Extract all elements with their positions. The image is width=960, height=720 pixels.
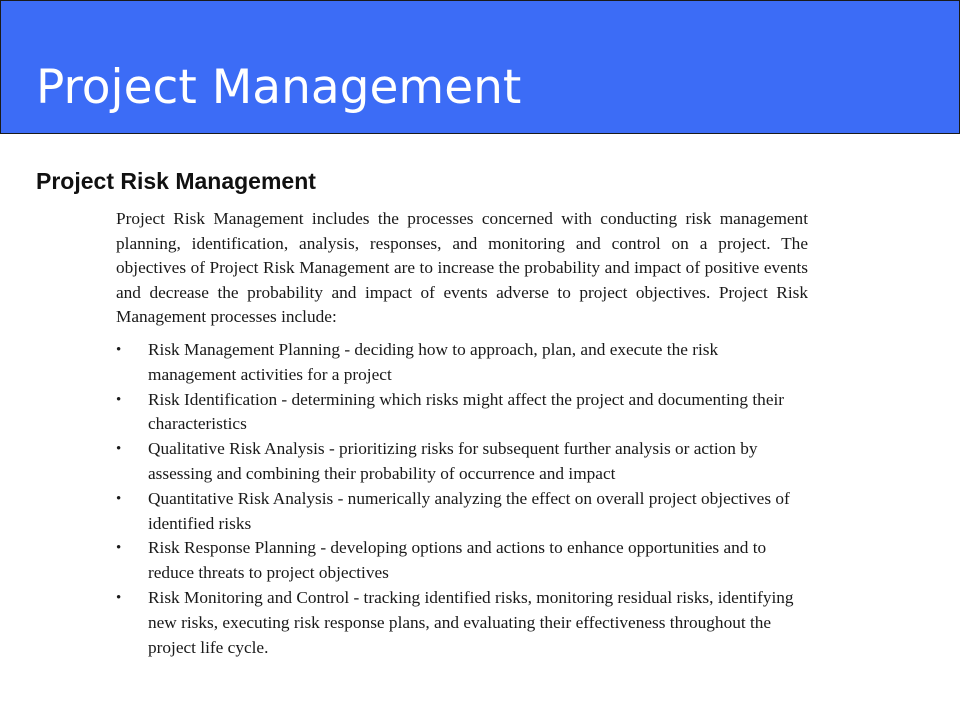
list-item-text: Risk Monitoring and Control - tracking identified risks, monitoring residual risks, identifying new risks, executing risk response plans, and evaluating their effectiveness throughout the project life cycle. bbox=[148, 587, 794, 657]
bullet-icon: • bbox=[116, 589, 122, 606]
bullet-icon: • bbox=[116, 391, 122, 408]
bullet-icon: • bbox=[116, 490, 122, 507]
list-item bbox=[116, 586, 796, 660]
intro-paragraph: Project Risk Management includes the processes concerned with conducting risk management planning, identification, analysis, responses, and monitoring and control on a project. The objectives of Project Risk Management are to increase the probability and impact of positive events and decrease the probability and impact of events adverse to project objectives. Project Risk Management processes include: bbox=[116, 209, 808, 326]
list-item bbox=[116, 536, 796, 586]
bullet-icon: • bbox=[116, 342, 122, 358]
list-item-text: Risk Management Planning - deciding how to approach, plan, and execute the risk management activities for a project bbox=[148, 340, 719, 384]
list-item bbox=[116, 437, 796, 487]
section-heading: Project Risk Management bbox=[36, 168, 316, 194]
list-item-text: Quantitative Risk Analysis - numerically analyzing the effect on overall project objectives of identified risks bbox=[148, 488, 790, 533]
slide-title: Project Management bbox=[36, 60, 522, 115]
list-item-text: Risk Response Planning - developing options and actions to enhance opportunities and to reduce threats to project objectives bbox=[148, 538, 767, 583]
list-item-text: Qualitative Risk Analysis - prioritizing risks for subsequent further analysis or action by assessing and combining their probability of occurrence and impact bbox=[148, 439, 758, 483]
process-list bbox=[116, 338, 796, 660]
bullet-icon: • bbox=[116, 441, 122, 458]
list-item-text: Risk Identification - determining which risks might affect the project and documenting their characteristics bbox=[148, 389, 785, 434]
list-item bbox=[116, 487, 796, 537]
list-item bbox=[116, 338, 796, 388]
bullet-icon: • bbox=[116, 540, 122, 557]
list-item bbox=[116, 388, 796, 438]
